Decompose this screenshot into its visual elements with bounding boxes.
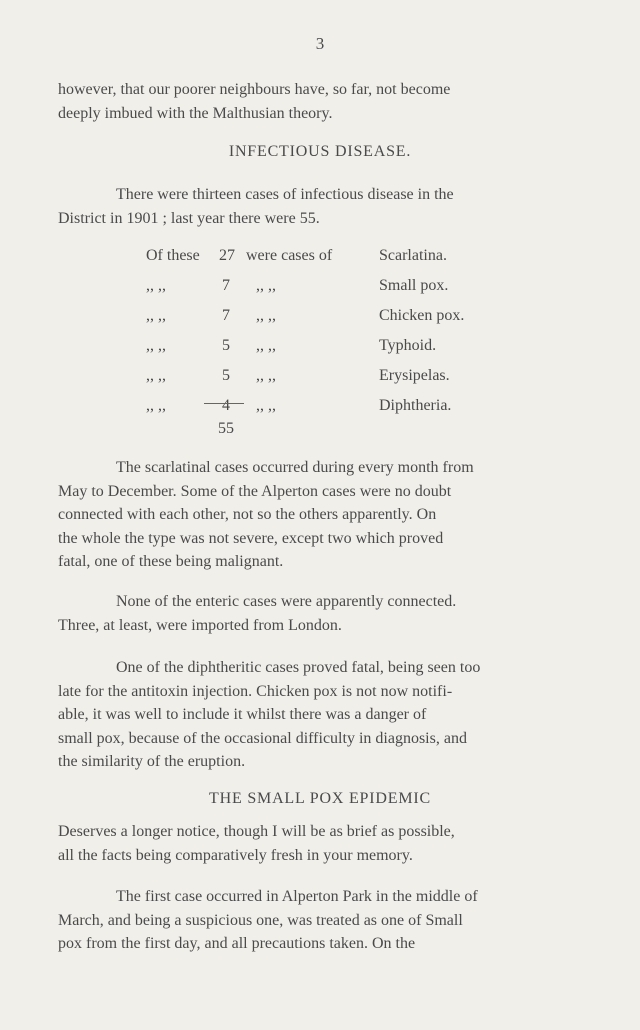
table-label: ,, ,, [146, 397, 166, 414]
text-line: able, it was well to include it whilst there was a danger of [58, 706, 427, 723]
table-disease: Chicken pox. [379, 307, 465, 324]
text-line: District in 1901 ; last year there were 55. [58, 209, 320, 227]
section-heading-infectious: INFECTIOUS DISEASE. [228, 143, 412, 160]
table-row [0, 367, 640, 389]
enteric-paragraph [58, 590, 574, 637]
table-row [0, 337, 640, 359]
text-line: One of the diphtheritic cases proved fatal, being seen too [116, 659, 481, 676]
table-label: Of these [146, 247, 200, 264]
table-count: 7 [222, 277, 230, 294]
text-line: The scarlatinal cases occurred during every month from [116, 459, 474, 476]
table-label: were cases of [246, 247, 333, 264]
text-line: the whole the type was not severe, except two which proved [58, 529, 444, 547]
table-disease: Erysipelas. [379, 367, 450, 384]
table-label: ,, ,, [256, 367, 276, 384]
table-label: ,, ,, [256, 277, 276, 294]
table-label: ,, ,, [256, 307, 276, 324]
table-label: ,, ,, [256, 397, 276, 414]
table-label: ,, ,, [146, 277, 166, 294]
table-count: 4 [222, 397, 230, 414]
table-row [0, 277, 640, 299]
sum-rule [204, 403, 244, 404]
text-line: the similarity of the eruption. [58, 753, 246, 770]
table-count: 7 [222, 307, 230, 324]
table-disease: Typhoid. [379, 337, 437, 354]
scarlatinal-paragraph [58, 456, 574, 574]
text-line: March, and being a suspicious one, was treated as one of Small [58, 911, 463, 929]
table-disease: Scarlatina. [379, 247, 447, 264]
table-row [0, 397, 640, 419]
text-line: The first case occurred in Alperton Park in the middle of [116, 888, 478, 905]
text-line: connected with each other, not so the others apparently. On [58, 506, 437, 523]
text-line: fatal, one of these being malignant. [58, 553, 284, 570]
section-heading-small-pox: THE SMALL POX EPIDEMIC [209, 790, 431, 807]
table-disease: Diphtheria. [379, 397, 452, 414]
text-line: Three, at least, were imported from London. [58, 616, 342, 634]
page-number: 3 [315, 34, 325, 53]
text-line: deeply imbued with the Malthusian theory. [58, 104, 333, 122]
table-label: ,, ,, [146, 307, 166, 324]
table-row [0, 307, 640, 329]
text-line: all the facts being comparatively fresh in your memory. [58, 846, 413, 864]
text-line: Deserves a longer notice, though I will be as brief as possible, [58, 823, 455, 840]
diphtheritic-paragraph [58, 656, 574, 774]
table-label: ,, ,, [146, 367, 166, 384]
table-disease: Small pox. [379, 277, 449, 294]
intro-paragraph [58, 78, 574, 125]
text-line: There were thirteen cases of infectious disease in the [116, 186, 454, 203]
text-line: small pox, because of the occasional difficulty in diagnosis, and [58, 729, 467, 747]
text-line: May to December. Some of the Alperton cases were no doubt [58, 482, 452, 500]
small-pox-paragraph-1 [58, 820, 574, 867]
text-line: however, that our poorer neighbours have, so far, not become [58, 81, 451, 98]
text-line: pox from the first day, and all precautions taken. On the [58, 935, 416, 952]
small-pox-paragraph-2 [58, 885, 574, 956]
table-count: 5 [222, 337, 230, 354]
text-line: late for the antitoxin injection. Chicken pox is not now notifi- [58, 682, 453, 700]
table-row [0, 247, 640, 269]
table-label: ,, ,, [146, 337, 166, 354]
table-count: 5 [222, 367, 230, 384]
table-label: ,, ,, [256, 337, 276, 354]
table-count: 27 [219, 247, 235, 264]
text-line: None of the enteric cases were apparently connected. [116, 593, 457, 610]
table-total: 55 [218, 420, 234, 437]
infectious-paragraph [58, 183, 574, 230]
